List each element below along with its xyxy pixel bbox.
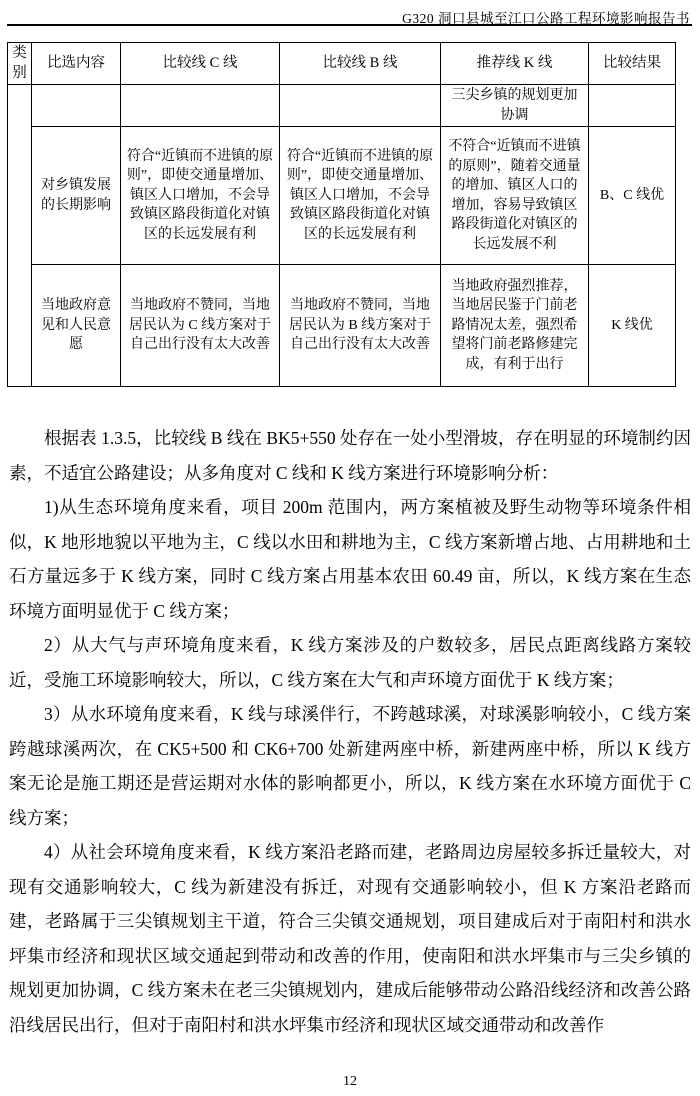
page-number: 12 — [343, 1074, 357, 1089]
item-cell: 当地政府意见和人民意愿 — [32, 265, 121, 387]
col-header-line-b: 比较线 B 线 — [280, 43, 441, 85]
paragraph-ecology: 1)从生态环境角度来看，项目 200m 范围内，两方案植被及野生动物等环境条件相似，K 地形地貌以平地为主，C 线以水田和耕地为主，C 线方案新增占地、占用耕地和土石方量远多于 K 线方案，同时 C 线方案占用基本农田 60.49 亩，所以，K 线方案在生态环境方面明显优于 C 线方案； — [9, 497, 691, 621]
paragraph-social: 4）从社会环境角度来看，K 线方案沿老路而建，老路周边房屋较多拆迁量较大，对现有交通影响较大，C 线为新建没有拆迁，对现有交通影响较小，但 K 方案沿老路而建，老路属于三尖镇规划主干道，符合三尖镇交通规划，项目建成后对于南阳村和洪水坪集市经济和现状区域交通起到带动和改善的作用，使南阳和洪水坪集市与三尖乡镇的规划更加协调，C 线方案未在老三尖镇规划内，建成后能够带动公路沿线经济和改善公路沿线居民出行，但对于南阳村和洪水坪集市经济和现状区域交通带动和改善作 — [9, 842, 691, 1035]
col-header-item: 比选内容 — [32, 43, 121, 85]
col-header-result: 比较结果 — [589, 43, 676, 85]
item-cell — [32, 85, 121, 127]
line-c-cell: 符合“近镇而不进镇的原则”，即使交通量增加、镇区人口增加，不会导致镇区路段街道化对镇区的长远发展有利 — [121, 127, 280, 265]
paragraph-water: 3）从水环境角度来看，K 线与球溪伴行，不跨越球溪，对球溪影响较小，C 线方案跨越球溪两次，在 CK5+500 和 CK6+700 处新建两座中桥，新建两座中桥，所以 K 线方案无论是施工期还是营运期对水体的影响都更小，所以，K 线方案在水环境方面优于 C 线方案； — [9, 704, 691, 828]
header-rule — [7, 24, 692, 26]
result-cell — [589, 85, 676, 127]
line-c-cell — [121, 85, 280, 127]
result-cell: B、C 线优 — [589, 127, 676, 265]
table-row — [8, 85, 676, 127]
category-cell — [8, 85, 32, 387]
running-header: G320 洞口县城至江口公路工程环境影响报告书 — [402, 11, 690, 26]
col-header-category: 类别 — [8, 43, 32, 85]
line-c-cell: 当地政府不赞同，当地居民认为 C 线方案对于自己出行没有太大改善 — [121, 265, 280, 387]
line-k-cell: 当地政府强烈推荐，当地居民鉴于门前老路情况太差，强烈希望将门前老路修建完成，有利于出行 — [441, 265, 589, 387]
col-header-line-k: 推荐线 K 线 — [441, 43, 589, 85]
route-comparison-table — [7, 42, 676, 387]
line-b-cell — [280, 85, 441, 127]
table-header-row — [8, 43, 676, 85]
table-row — [8, 127, 676, 265]
col-header-line-c: 比较线 C 线 — [121, 43, 280, 85]
paragraph-air-noise: 2）从大气与声环境角度来看，K 线方案涉及的户数较多，居民点距离线路方案较近，受施工环境影响较大，所以，C 线方案在大气和声环境方面优于 K 线方案； — [9, 635, 691, 690]
body-text — [9, 421, 691, 1042]
paragraph-intro: 根据表 1.3.5，比较线 B 线在 BK5+550 处存在一处小型滑坡，存在明显的环境制约因素，不适宜公路建设；从多角度对 C 线和 K 线方案进行环境影响分析： — [9, 428, 691, 483]
item-cell: 对乡镇发展的长期影响 — [32, 127, 121, 265]
line-k-cell: 不符合“近镇而不进镇的原则”，随着交通量的增加、镇区人口的增加，容易导致镇区路段街道化对镇区的长远发展不利 — [441, 127, 589, 265]
table-row — [8, 265, 676, 387]
line-k-cell: 三尖乡镇的规划更加协调 — [441, 85, 589, 127]
result-cell: K 线优 — [589, 265, 676, 387]
line-b-cell: 当地政府不赞同，当地居民认为 B 线方案对于自己出行没有太大改善 — [280, 265, 441, 387]
line-b-cell: 符合“近镇而不进镇的原则”，即使交通量增加、镇区人口增加，不会导致镇区路段街道化对镇区的长远发展有利 — [280, 127, 441, 265]
